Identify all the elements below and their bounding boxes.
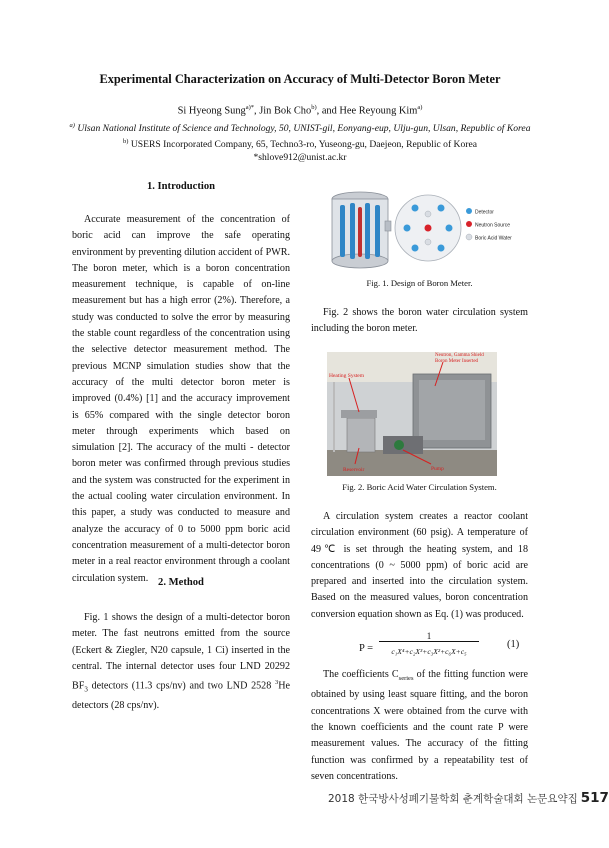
- equation-denominator: c₁X⁴+c₂X³+c₃X²+c₆X+c₅: [391, 647, 467, 656]
- affiliation-a-text: Ulsan National Institute of Science and Technology, 50, UNIST-gil, Eonyang-eup, Ulju-gun, Ulsan, Republic of Korea: [74, 123, 531, 135]
- label-shield-line-2: Boron Meter Inserted: [435, 359, 479, 364]
- page-number: 517: [580, 790, 609, 806]
- method-text-1: Fig. 1 shows the design of a multi-detector boron meter. The fast neutrons emitted from the source (Eckert & Ziegler, N20 capsule, 1 Ci) inserted in the central. The internal detector uses four LND 20292 BF: [72, 612, 290, 692]
- coefficients-paragraph: [311, 667, 528, 785]
- legend-detector: Detector: [475, 209, 494, 216]
- method-heading: 2. Method: [158, 577, 204, 588]
- figure-1-caption: Fig. 1. Design of Boron Meter.: [366, 278, 473, 288]
- equation-numerator: 1: [379, 631, 479, 642]
- detector-marker: [412, 245, 419, 252]
- label-reservoir: Reservoir: [343, 467, 365, 473]
- method-sub: 3: [84, 685, 88, 694]
- detector-layout-diagram: [395, 195, 461, 261]
- coef-text-1: The coefficients C: [323, 669, 399, 680]
- fig2-intro-paragraph: Fig. 2 shows the boron water circulation system including the boron meter.: [311, 307, 528, 335]
- method-sup: 3: [274, 679, 279, 687]
- detector-marker: [404, 225, 411, 232]
- label-shield-line-1: Neutron, Gamma Shield: [435, 353, 484, 358]
- affiliation-a-sup: a): [69, 122, 75, 129]
- label-pump: Pump: [431, 466, 444, 472]
- label-heating-system: Heating System: [329, 373, 364, 379]
- detector-marker: [438, 245, 445, 252]
- affiliation-a: [0, 122, 600, 134]
- equation-1: [311, 631, 528, 667]
- author-2-sup: b): [311, 104, 317, 111]
- pump-unit: [394, 440, 404, 450]
- coef-text-2: of the fitting function were obtained by using least square fitting, and the boron concentrations X were obtained from the curve with the known coefficients and the count rate P were measurement values. The accuracy of the fitting function was confirmed by a repeatability test of seven concentrations.: [311, 669, 528, 782]
- equation-number: (1): [507, 639, 520, 650]
- page-footer: [328, 790, 609, 806]
- circulation-paragraph: A circulation system creates a reactor coolant circulation environment (60 psig). A temperature of 49℃ is set through the heating system, and 18 concentrations (0 ~ 5000 ppm) of boric acid are prepared and inserted into the circulation system. Based on the measured values, boron concentration conversion equation shown as Eq. (1) was produced.: [311, 511, 528, 620]
- detector-marker: [438, 205, 445, 212]
- corresponding-email: *shlove912@unist.ac.kr: [253, 152, 347, 163]
- label-shield: [435, 353, 485, 364]
- paper-title: Experimental Characterization on Accuracy of Multi-Detector Boron Meter: [99, 72, 501, 86]
- method-paragraph: [72, 610, 290, 714]
- affiliation-b-text: USERS Incorporated Company, 65, Techno3-ro, Yuseong-gu, Daejeon, Republic of Korea: [128, 139, 477, 151]
- intro-heading: 1. Introduction: [146, 181, 216, 192]
- figure-2-caption: Fig. 2. Boric Acid Water Circulation System.: [342, 482, 497, 492]
- method-text-3: He detectors (28 cps/nv).: [72, 680, 290, 711]
- footer-text: 2018 한국방사성폐기물학회 춘계학술대회 논문요약집: [328, 793, 578, 805]
- intro-paragraph: Accurate measurement of the concentration of boric acid can improve the safe operating environment by preventing dilution accident of PWR. The boron meter, which is a boron concentration measurement technique, is capable of on-line measurement but has a high error (2%). Therefore, a study was conducted to solve the error by measuring the stable count regardless of the concentration using the selective detector measurement method. The previous MCNP simulation studies show that the accuracy of the multi detector boron meter is improved (0.4%) [1] and the accuracy improvement is 65% compared with the single detector boron meter through experiments which based on simulation [2]. The accuracy of the multi - detector boron meter was confirmed through previous studies and the system was constructed for the experiment in the actual cooling water circulation environment. In this paper, a study was conducted to measure and analyze the accuracy of 0 to 5000 ppm boric acid concentration measurement of a multi-detector boron meter in a real reactor environment through a coolant circulation system.: [72, 214, 290, 584]
- reservoir-tank: [347, 418, 375, 452]
- author-2: , Jin Bok Cho: [254, 105, 312, 117]
- coef-sub: series: [398, 675, 414, 683]
- detector-marker: [412, 205, 419, 212]
- figure-1-legend: [466, 208, 512, 242]
- boron-meter-3d-drawing: [332, 192, 391, 268]
- author-line: [0, 104, 600, 116]
- author-1: Si Hyeong Sung: [177, 105, 246, 117]
- author-3: , and Hee Reyoung Kim: [316, 105, 418, 117]
- method-text-2: detectors (11.3 cps/nv) and two LND 2528: [87, 680, 275, 692]
- author-3-sup: a): [417, 104, 423, 111]
- affiliation-b-sup: b): [123, 138, 129, 145]
- detector-marker: [446, 225, 453, 232]
- author-1-sup: a)*: [245, 104, 255, 111]
- legend-boric-acid-water: Boric Acid Water: [475, 235, 512, 242]
- neutron-source-marker: [425, 225, 432, 232]
- legend-neutron-source: Neutron Source: [475, 222, 511, 229]
- figure-2-circulation-system-photo: [327, 352, 497, 476]
- equation-lhs: P =: [359, 643, 373, 654]
- affiliation-b: [0, 138, 600, 150]
- figure-1-boron-meter-design: [323, 186, 523, 272]
